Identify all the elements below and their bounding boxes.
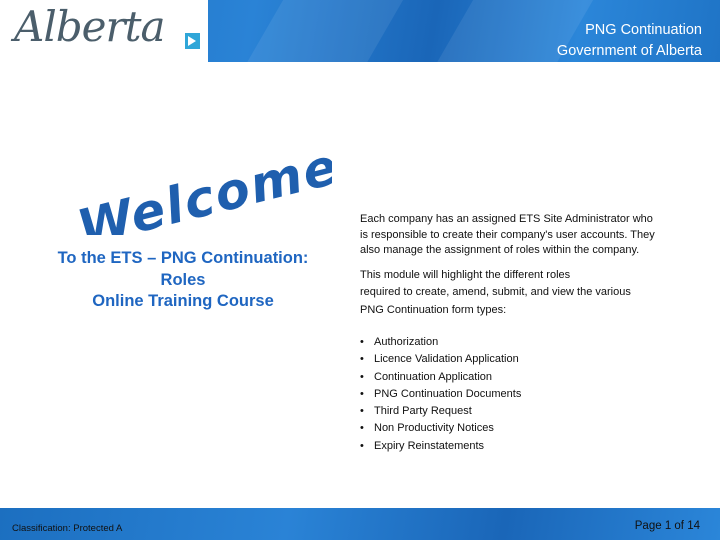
bullet-icon: • [360,387,364,400]
list-item-label: PNG Continuation Documents [374,387,522,400]
module-paragraph-line1: This module will highlight the different roles [360,268,571,281]
footer-bar [0,508,720,540]
list-item [360,351,660,368]
bullet-icon: • [360,439,364,452]
bullet-icon: • [360,370,364,383]
module-paragraph [360,267,660,320]
course-title-line3: Online Training Course [92,292,274,310]
alberta-logo [0,0,208,62]
header-title-line2: Government of Alberta [556,43,702,59]
form-types-list [360,334,660,455]
welcome-graphic [62,135,332,235]
alberta-arrow-mark-icon [185,33,200,49]
welcome-svg [62,135,332,235]
list-item-label: Continuation Application [374,370,493,383]
bullet-icon: • [360,405,364,418]
header-banner [0,0,720,62]
classification-label: Classification: Protected A [12,523,123,534]
list-item-label: Third Party Request [374,405,472,418]
list-item [360,334,660,351]
page-number: Page 1 of 14 [634,520,700,532]
course-title-line1: To the ETS – PNG Continuation: [57,249,309,267]
module-paragraph-line2: required to create, amend, submit, and view the various [360,286,631,298]
list-item [360,369,660,386]
list-item [360,438,660,455]
module-description [360,212,660,455]
bullet-icon: • [360,353,364,366]
header-title-line1: PNG Continuation [585,22,702,38]
intro-paragraph: Each company has an assigned ETS Site Administrator who is responsible to create their company's user accounts. They also manage the assignment of roles within the company. [360,213,655,256]
list-item [360,386,660,403]
module-paragraph-line3: PNG Continuation form types: [360,303,507,316]
course-title [30,248,336,313]
header-title [557,20,702,62]
list-item-label: Expiry Reinstatements [374,439,485,452]
list-item [360,403,660,420]
list-item [360,420,660,437]
course-title-line2: Roles [160,270,206,289]
list-item-label: Licence Validation Application [374,353,519,366]
bullet-icon: • [360,422,364,435]
banner-streak [225,0,414,62]
welcome-text: Welcome! [71,135,332,235]
list-item-label: Authorization [374,336,439,348]
list-item-label: Non Productivity Notices [374,422,494,435]
bullet-icon: • [360,336,364,348]
logo-wordmark: Alberta [14,2,165,51]
